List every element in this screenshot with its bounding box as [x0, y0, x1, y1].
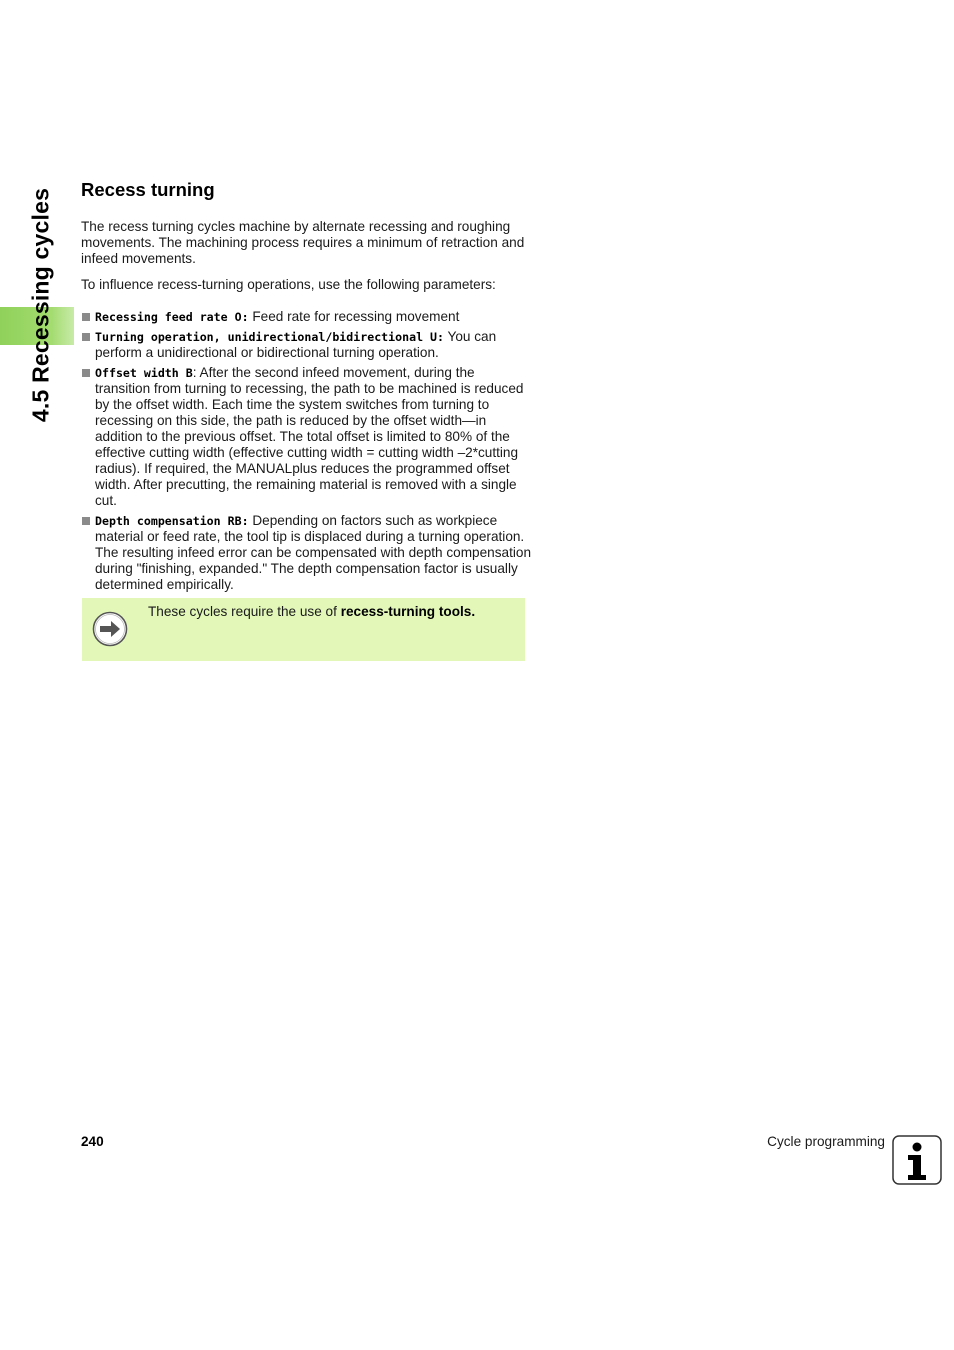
parameter-name: Turning operation, unidirectional/bidirectional U: [95, 330, 445, 344]
bullet-icon [82, 333, 90, 341]
note-text-prefix: These cycles require the use of [148, 604, 341, 619]
note-text [148, 604, 475, 620]
list-item [81, 329, 531, 361]
page-number: 240 [81, 1134, 104, 1149]
bullet-icon [82, 369, 90, 377]
list-item [81, 365, 531, 509]
chapter-side-title: 4.5 Recessing cycles [27, 187, 54, 423]
note-box [82, 598, 525, 661]
parameter-description: Feed rate for recessing movement [248, 309, 460, 324]
list-item [81, 309, 531, 325]
info-icon [892, 1135, 942, 1185]
section-title: Recess turning [81, 179, 215, 200]
note-text-bold: recess-turning tools. [340, 604, 476, 619]
intro-paragraph: The recess turning cycles machine by alternate recessing and roughing movements. The machining process requires a minimum of retraction and infeed movements. [81, 219, 525, 266]
parameter-name: Recessing feed rate O: [95, 310, 249, 324]
parameter-name: Depth compensation RB: [95, 514, 249, 528]
lead-in-paragraph: To influence recess-turning operations, use the following parameters: [81, 277, 496, 292]
footer-chapter-title: Cycle programming [767, 1134, 885, 1149]
list-item [81, 513, 531, 593]
parameter-name: Offset width B [95, 366, 193, 380]
parameter-description: Depending on factors such as workpiece material or feed rate, the tool tip is displaced during a turning operation. The resulting infeed error can be compensated with depth compensation during "finishing, expanded." The depth compensation factor is usually determined empirically. [95, 513, 532, 592]
parameter-list [81, 309, 531, 593]
arrow-right-icon [92, 611, 128, 647]
main-content [81, 178, 531, 597]
bullet-icon [82, 313, 90, 321]
parameter-description: You can perform a unidirectional or bidirectional turning operation. [95, 329, 497, 360]
bullet-icon [82, 517, 90, 525]
parameter-description: : After the second infeed movement, during the transition from turning to recessing, the path to be machined is reduced by the offset width. Each time the system switches from turning to recessing on this side, the path is reduced by the offset width—in addition to the previous offset. The total offset is limited to 80% of the effective cutting width (effective cutting width = cutting width –2*cutting radius). If required, the MANUALplus reduces the programmed offset width. After precutting, the remaining material is removed with a single cut. [95, 365, 524, 508]
